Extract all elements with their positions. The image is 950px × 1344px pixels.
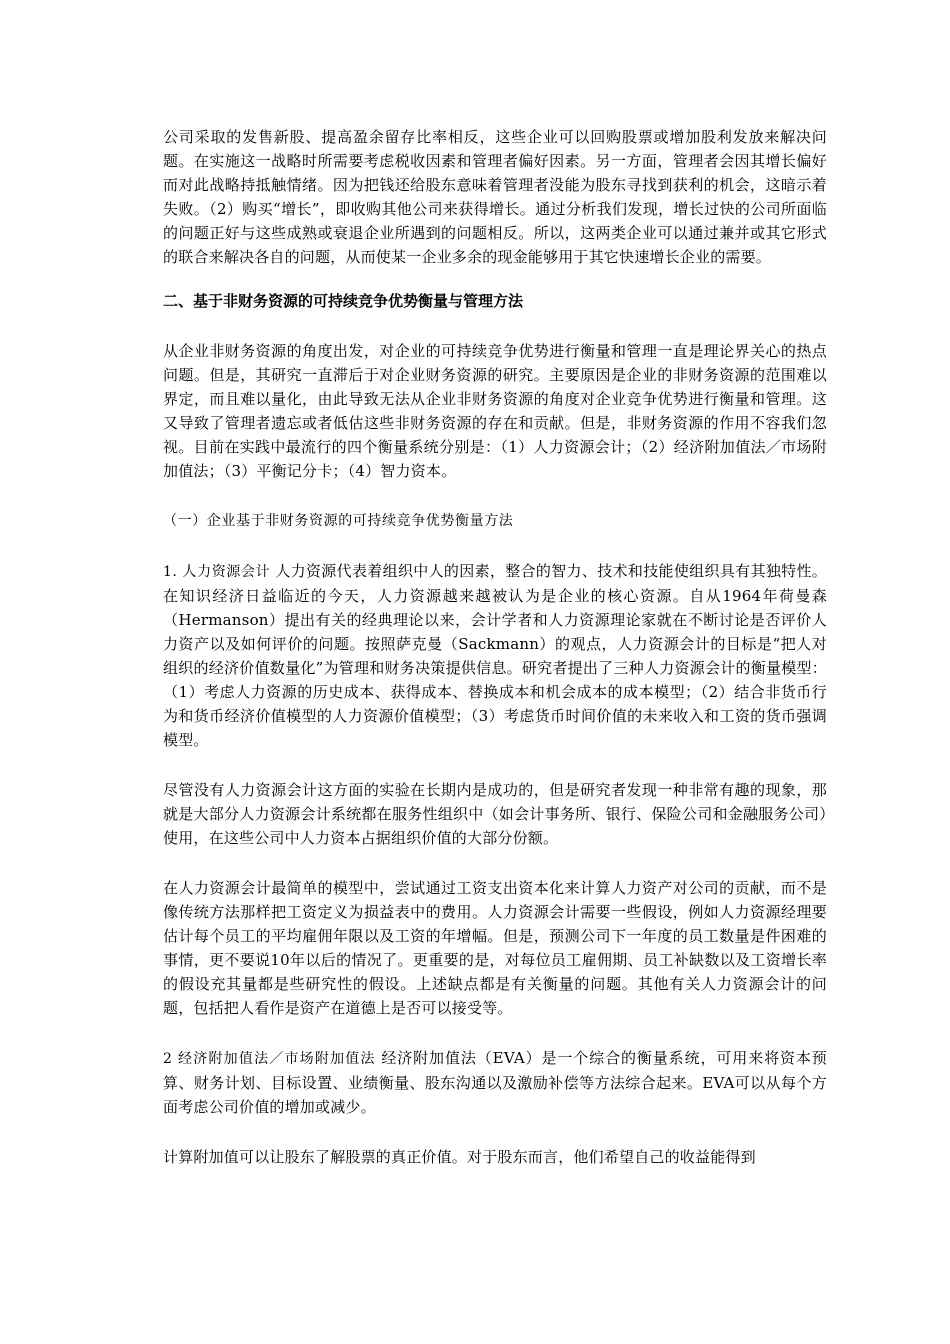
eva-body: 经济附加值法（EVA）是一个综合的衡量系统，可用来将资本预算、财务计划、目标设置、业绩衡量、股东沟通以及激励补偿等方法综合起来。EVA可以从每个方面考虑公司价值的增加或减少。 <box>163 1049 827 1116</box>
document-page <box>163 125 827 1195</box>
paragraph-hr-simple-model: 在人力资源会计最简单的模型中，尝试通过工资支出资本化来计算人力资产对公司的贡献，而不是像传统方法那样把工资定义为损益表中的费用。人力资源会计需要一些假设，例如人力资源经理要估计每个员工的平均雇佣年限以及工资的年增幅。但是，预测公司下一年度的员工数量是件困难的事情，更不要说10年以后的情况了。更重要的是，对每位员工雇佣期、员工补缺数以及工资增长率的假设充其量都是些研究性的假设。上述缺点都是有关衡量的问题。其他有关人力资源会计的问题，包括把人看作是资产在道德上是否可以接受等。 <box>163 879 827 1017</box>
eva-title: 2 经济附加值法／市场附加值法 <box>163 1051 376 1067</box>
paragraph-share-repurchase: 公司采取的发售新股、提高盈余留存比率相反，这些企业可以回购股票或增加股利发放来解决问题。在实施这一战略时所需要考虑税收因素和管理者偏好因素。另一方面，管理者会因其增长偏好而对此战略持抵触情绪。因为把钱还给股东意味着管理者没能为股东寻找到获利的机会，这暗示着失败。（2）购买“增长”，即收购其他公司来获得增长。通过分析我们发现，增长过快的公司所面临的问题正好与这些成熟或衰退企业所遇到的问题相反。所以，这两类企业可以通过兼并或其它形式的联合来解决各自的问题，从而使某一企业多余的现金能够用于其它快速增长企业的需要。 <box>163 128 827 266</box>
paragraph-hr-accounting <box>163 559 827 752</box>
hr-accounting-body: 人力资源代表着组织中人的因素，整合的智力、技术和技能使组织具有其独特性。在知识经济日益临近的今天，人力资源越来越被认为是企业的核心资源。自从1964年荷曼森（Hermanson）提出有关的经典理论以来，会计学者和人力资源理论家就在不断讨论是否评价人力资产以及如何评价的问题。按照萨克曼（Sackmann）的观点，人力资源会计的目标是“把人对组织的经济价值数量化”为管理和财务决策提供信息。研究者提出了三种人力资源会计的衡量模型：（1）考虑人力资源的历史成本、获得成本、替换成本和机会成本的成本模型；（2）结合非货币行为和货币经济价值模型的人力资源价值模型；（3）考虑货币时间价值的未来收入和工资的货币强调模型。 <box>163 562 828 749</box>
hr-accounting-title: 1. 人力资源会计 <box>163 564 271 580</box>
paragraph-value-added: 计算附加值可以让股东了解股票的真正价值。对于股东而言，他们希望自己的收益能得到 <box>163 1148 756 1166</box>
paragraph-hr-service-orgs: 尽管没有人力资源会计这方面的实验在长期内是成功的，但是研究者发现一种非常有趣的现象，那就是大部分人力资源会计系统都在服务性组织中（如会计事务所、银行、保险公司和金融服务公司）使用，在这些公司中人力资本占据组织价值的大部分份额。 <box>163 781 827 847</box>
paragraph-eva <box>163 1046 827 1119</box>
section-heading-nonfinancial: 二、基于非财务资源的可持续竞争优势衡量与管理方法 <box>163 292 524 310</box>
paragraph-nonfinancial-intro: 从企业非财务资源的角度出发，对企业的可持续竞争优势进行衡量和管理一直是理论界关心的热点问题。但是，其研究一直滞后于对企业财务资源的研究。主要原因是企业的非财务资源的范围难以界定，而且难以量化，由此导致无法从企业非财务资源的角度对企业竞争优势进行衡量和管理。这又导致了管理者遗忘或者低估这些非财务资源的存在和贡献。但是，非财务资源的作用不容我们忽视。目前在实践中最流行的四个衡量系统分别是：（1）人力资源会计；（2）经济附加值法／市场附加值法；（3）平衡记分卡；（4）智力资本。 <box>163 342 827 480</box>
subsection-heading-measurement: （一）企业基于非财务资源的可持续竞争优势衡量方法 <box>163 513 514 529</box>
